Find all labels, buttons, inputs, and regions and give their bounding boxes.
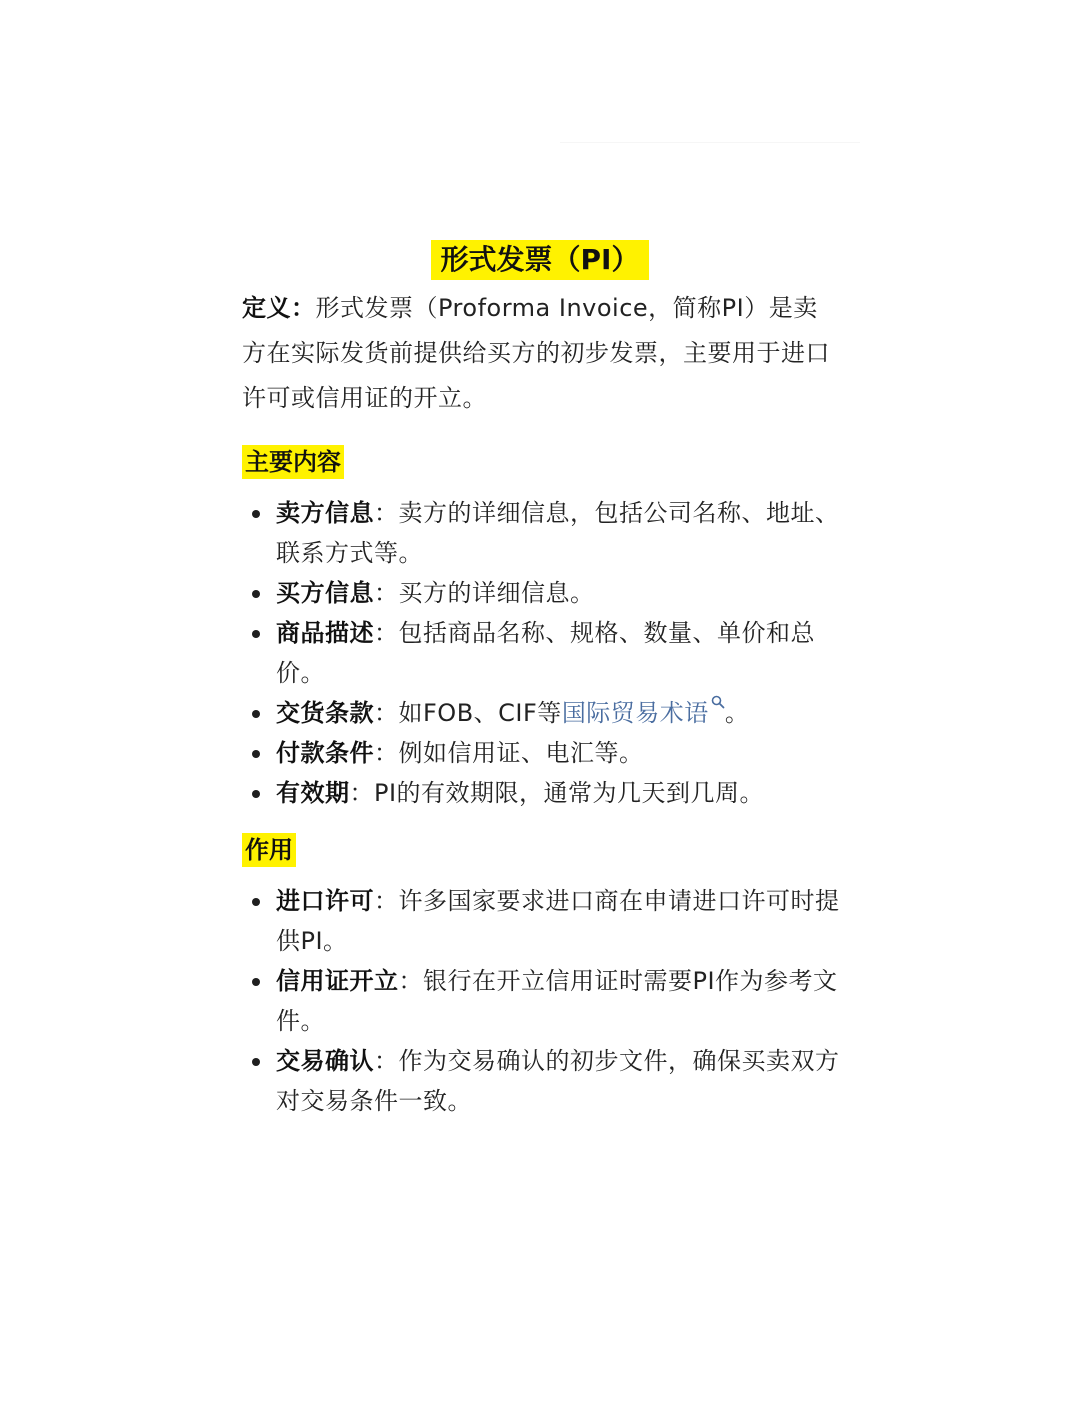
definition-text: 形式发票（Proforma Invoice，简称PI）是卖方在实际发货前提供给买方的初步发票，主要用于进口许可或信用证的开立。 xyxy=(242,294,830,412)
bullet-icon xyxy=(252,1058,260,1066)
item-text: 作为交易确认的初步文件，确保买卖双方对交易条件一致。 xyxy=(276,1047,840,1115)
trade-terms-link[interactable]: 国际贸易术语 xyxy=(561,699,709,727)
search-icon[interactable] xyxy=(711,695,725,709)
list-item xyxy=(242,693,840,733)
bullet-icon xyxy=(252,630,260,638)
item-sep: ： xyxy=(374,887,399,915)
bullet-icon xyxy=(252,510,260,518)
item-sep: ： xyxy=(374,1047,399,1075)
list-item xyxy=(242,773,840,813)
item-sep: ： xyxy=(349,779,374,807)
item-sep: ： xyxy=(374,499,399,527)
item-sep: ： xyxy=(374,619,399,647)
item-text-after: 。 xyxy=(724,699,750,727)
contents-list xyxy=(242,493,840,813)
item-text: 买方的详细信息。 xyxy=(398,579,595,607)
item-term: 买方信息 xyxy=(276,579,374,607)
item-sep: ： xyxy=(398,967,423,995)
item-text: 许多国家要求进口商在申请进口许可时提供PI。 xyxy=(276,887,840,955)
item-sep: ： xyxy=(374,739,399,767)
section-heading-usage: 作用 xyxy=(242,833,296,867)
bullet-icon xyxy=(252,790,260,798)
item-text-before: 如FOB、CIF等 xyxy=(398,699,562,727)
item-term: 付款条件 xyxy=(276,739,374,767)
list-item xyxy=(242,573,840,613)
page-title: 形式发票（PI） xyxy=(431,240,650,280)
bullet-icon xyxy=(252,898,260,906)
title-container xyxy=(0,240,1080,280)
bullet-icon xyxy=(252,750,260,758)
list-item xyxy=(242,1041,840,1121)
divider xyxy=(560,142,860,143)
list-item xyxy=(242,961,840,1041)
item-term: 商品描述 xyxy=(276,619,374,647)
item-sep: ： xyxy=(374,699,399,727)
item-text: 卖方的详细信息，包括公司名称、地址、联系方式等。 xyxy=(276,499,840,567)
usage-list xyxy=(242,881,840,1121)
item-term: 交易确认 xyxy=(276,1047,374,1075)
bullet-icon xyxy=(252,710,260,718)
list-item xyxy=(242,613,840,693)
list-item xyxy=(242,493,840,573)
list-item xyxy=(242,881,840,961)
item-term: 卖方信息 xyxy=(276,499,374,527)
item-term: 有效期 xyxy=(276,779,350,807)
item-sep: ： xyxy=(374,579,399,607)
bullet-icon xyxy=(252,978,260,986)
definition-paragraph xyxy=(242,286,840,421)
item-text: 银行在开立信用证时需要PI作为参考文件。 xyxy=(276,967,838,1035)
bullet-icon xyxy=(252,590,260,598)
definition-label: 定义： xyxy=(242,294,316,322)
item-text: 包括商品名称、规格、数量、单价和总价。 xyxy=(276,619,815,687)
item-term: 交货条款 xyxy=(276,699,374,727)
item-text: PI的有效期限，通常为几天到几周。 xyxy=(374,779,765,807)
item-term: 信用证开立 xyxy=(276,967,399,995)
item-text: 例如信用证、电汇等。 xyxy=(398,739,644,767)
document-body xyxy=(242,286,840,1121)
item-term: 进口许可 xyxy=(276,887,374,915)
section-heading-contents: 主要内容 xyxy=(242,445,344,479)
list-item xyxy=(242,733,840,773)
